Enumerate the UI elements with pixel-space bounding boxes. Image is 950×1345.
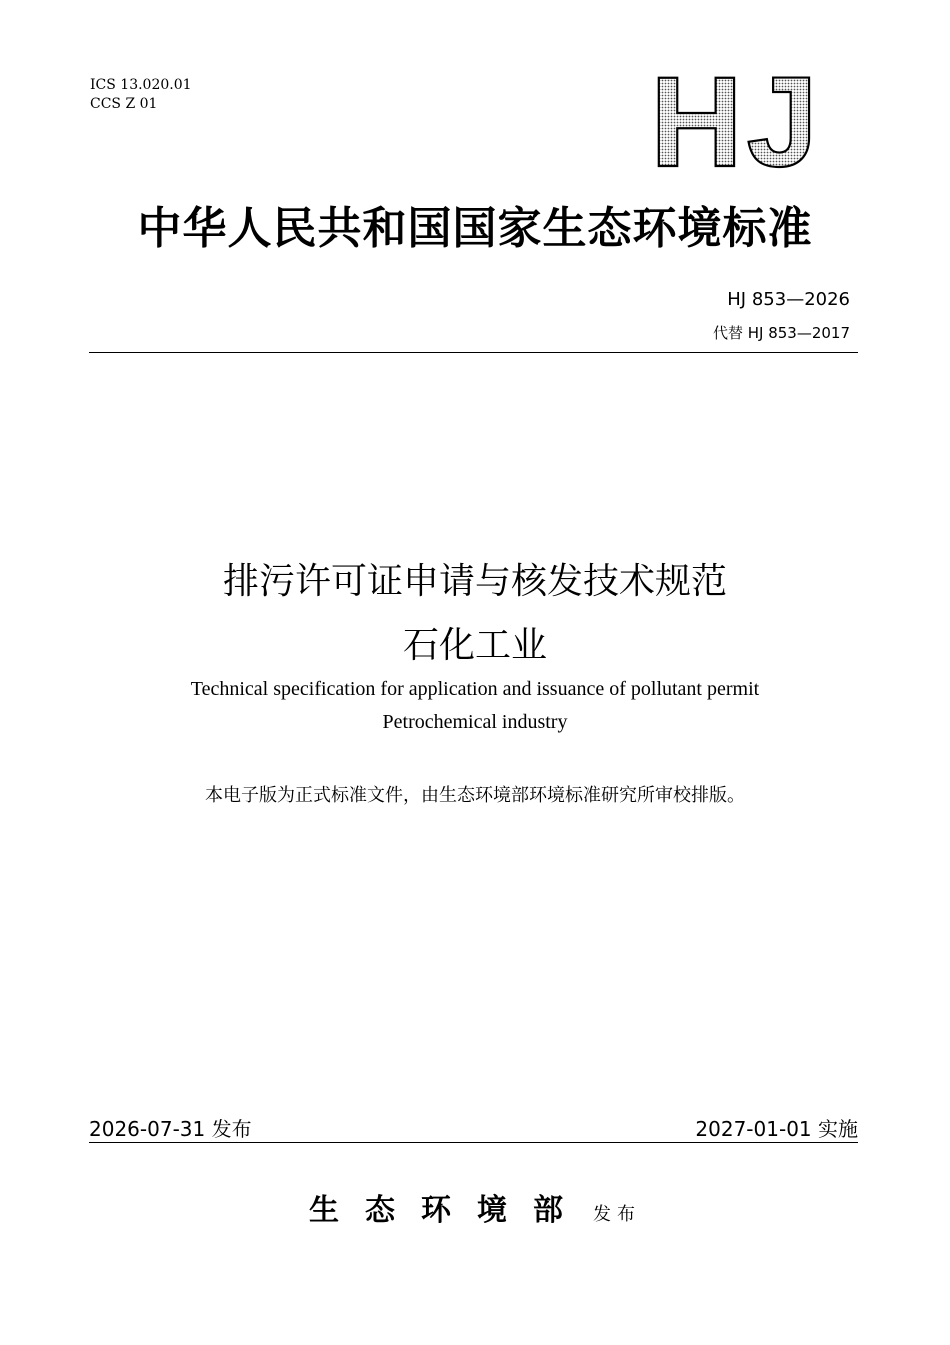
chinese-title-line-1: 排污许可证申请与核发技术规范 (222, 561, 727, 602)
standard-code: HJ 853—2026 (727, 289, 850, 310)
english-title-line-1: Technical specification for application and issuance of pollutant permit (190, 678, 760, 700)
hj-logo-letters: HJ (650, 70, 822, 170)
hj-logo (640, 70, 832, 170)
implementation-date: 2027-01-01 实施 (695, 1117, 858, 1141)
electronic-version-notice: 本电子版为正式标准文件，由生态环境部环境标准研究所审校排版。 (205, 785, 745, 806)
bottom-divider (89, 1142, 858, 1143)
english-title-line-2: Petrochemical industry (382, 711, 568, 733)
issuer-suffix: 发布 (593, 1204, 641, 1225)
issue-date: 2026-07-31 发布 (89, 1117, 252, 1141)
issuer (0, 1185, 950, 1229)
replaced-standard: 代替 HJ 853—2017 (712, 324, 850, 342)
top-divider (89, 352, 858, 353)
ics-code: ICS 13.020.01 (90, 77, 192, 93)
chinese-title-line-2: 石化工业 (402, 625, 547, 666)
ccs-code: CCS Z 01 (90, 96, 158, 112)
national-standard-title: 中华人民共和国国家生态环境标准 (137, 203, 813, 254)
classification-codes (90, 76, 192, 114)
issuer-name: 生态环境部 (309, 1193, 589, 1228)
